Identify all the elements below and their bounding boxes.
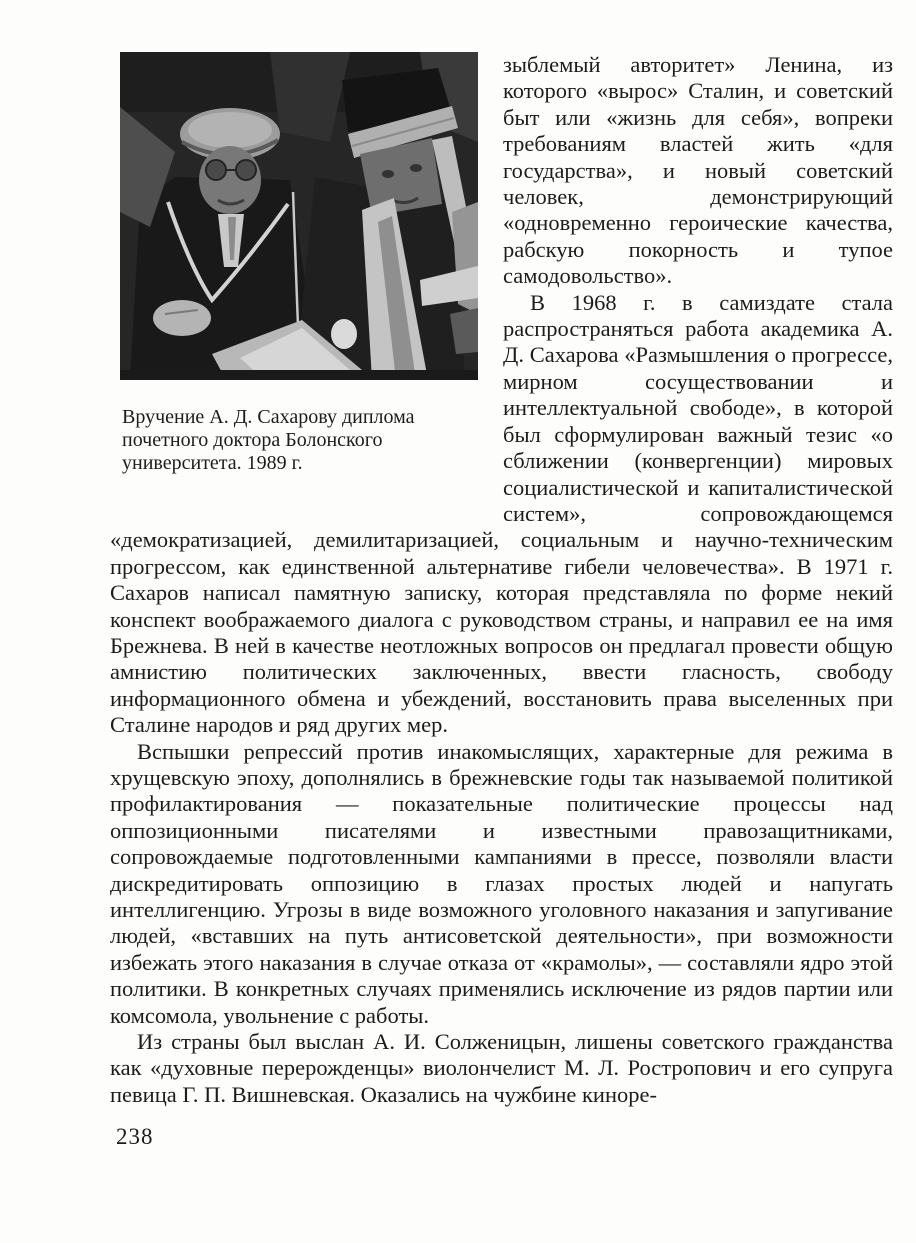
- page-content: [110, 52, 893, 1108]
- paragraph-continuation: зыблемый авторитет» Ленина, из которого «вырос» Сталин, и советский быт или «жизнь для себя», вопреки требованиям властей жить «для государства», и новый советский человек, демонстрирующий «одновременно героические качества, рабскую покорность и тупое самодовольство».: [503, 52, 893, 289]
- paragraph-exiles: Из страны был выслан А. И. Солженицын, лишены советского гражданства как «духовные перерожденцы» виолончелист М. Л. Ростропович и его супруга певица Г. П. Вишневская. Оказались на чужбине киноре-: [110, 1029, 893, 1107]
- paragraph-sakharov-1968: В 1968 г. в самиздате стала распространяться работа академика А. Д. Сахарова «Размышления о прогрессе, мирном сосуществовании и интеллектуальной свободе», в которой был сформулирован важный тезис «о сближении (конвергенции) мировых социалистической и капиталистической систем», сопровождающемся «демократизацией, демилитаризацией, социальным и научно-техническим прогрессом, как единственной альтернативе гибели человечества». В 1971 г. Сахаров написал памятную записку, которая представляла по форме некий конспект воображаемого диалога с руководством страны, и направил ее на имя Брежнева. В ней в качестве неотложных вопросов он предлагал провести общую амнистию политических заключенных, ввести гласность, свободу информационного обмена и убеждений, восстановить права выселенных при Сталине народов и ряд других мер.: [110, 289, 893, 738]
- paragraph-repressions: Вспышки репрессий против инакомыслящих, характерные для режима в хрущевскую эпоху, дополнялись в брежневские годы так называемой политикой профилактирования — показательные политические процессы над оппозиционными писателями и известными правозащитниками, сопровождаемые подготовленными кампаниями в прессе, позволяли власти дискредитировать оппозицию в глазах простых людей и напугать интеллигенцию. Угрозы в виде возможного уголовного наказания и запугивание людей, «вставших на путь антисоветской деятельности», при возможности избежать этого наказания в случае отказа от «крамолы», — составляли ядро этой политики. В конкретных случаях применялись исключение из рядов партии или комсомола, увольнение с работы.: [110, 738, 893, 1028]
- sakharov-ceremony-photo: [120, 52, 478, 380]
- photo-figure: [110, 52, 503, 503]
- page-number: 238: [116, 1124, 154, 1149]
- photo-illustration: [120, 52, 478, 380]
- photo-caption: Вручение А. Д. Сахарову диплома почетного доктора Болонского университета. 1989 г.: [122, 406, 415, 474]
